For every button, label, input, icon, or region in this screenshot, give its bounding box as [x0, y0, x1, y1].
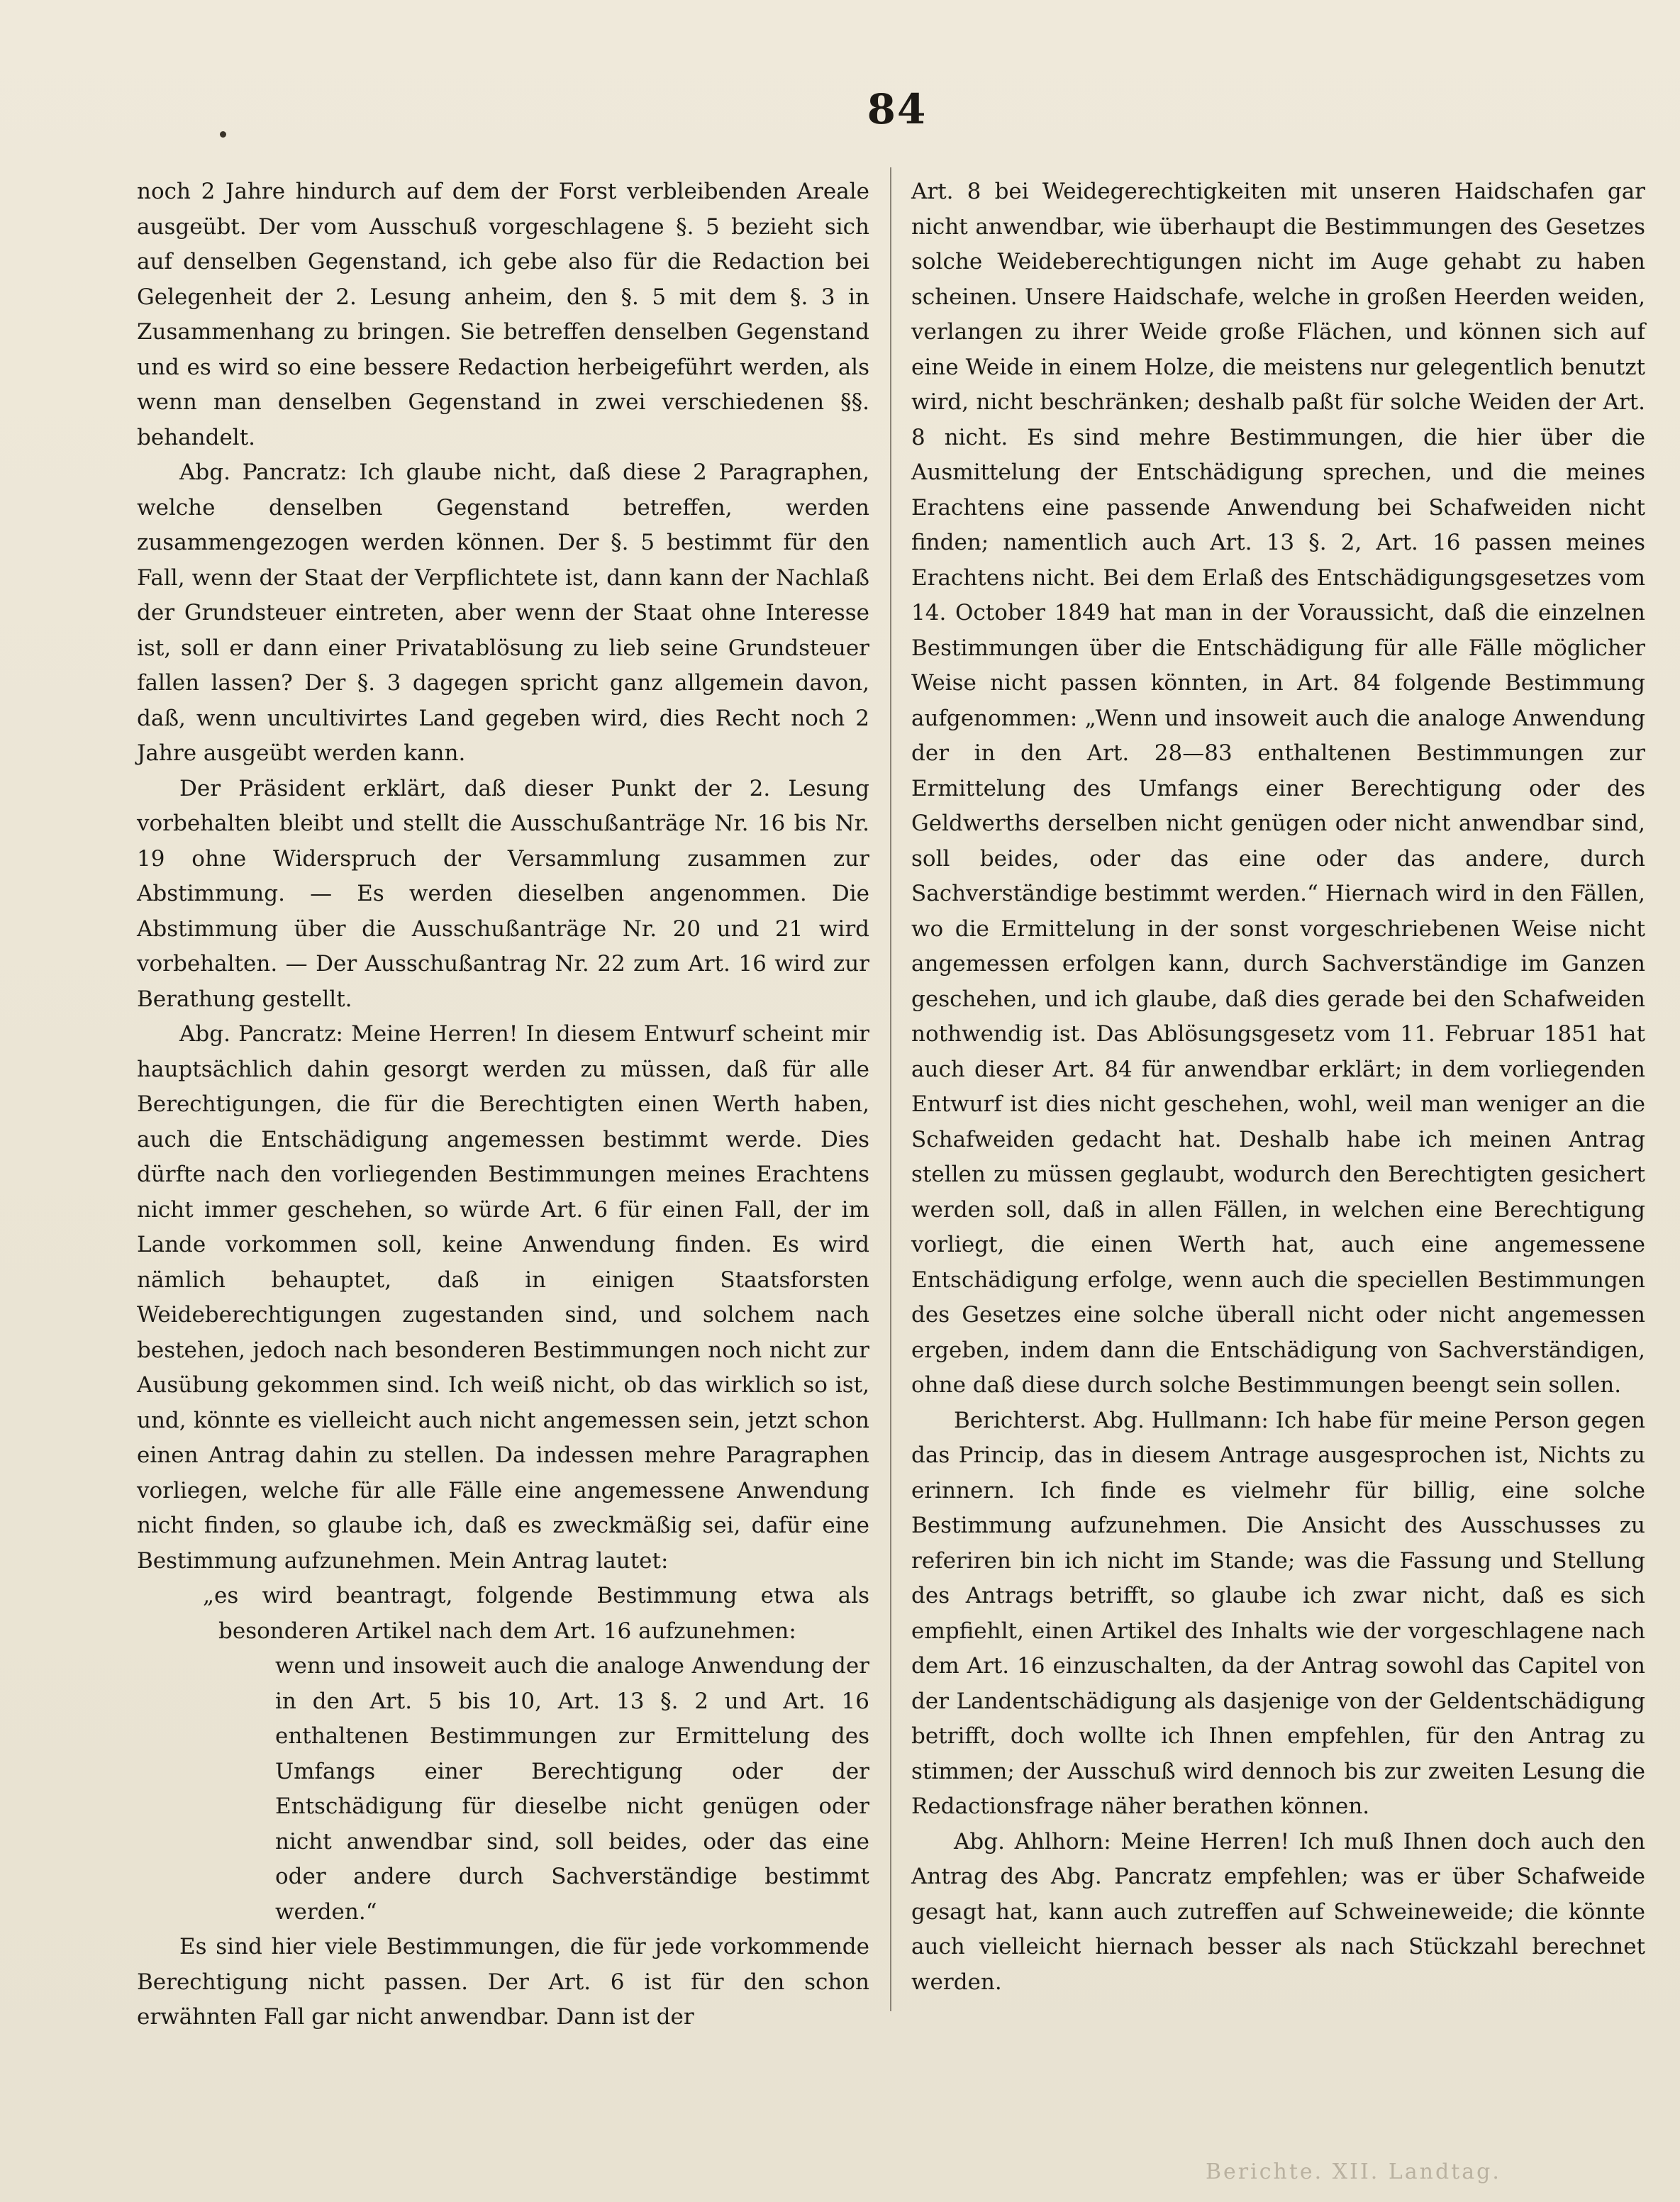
- quoted-motion-body: wenn und insoweit auch die analoge Anwendung der in den Art. 5 bis 10, Art. 13 §. 2 und Art. 16 enthaltenen Bestimmungen zur Ermittelung des Umfangs einer Berechtigung oder der Entschädigung für dieselbe nicht genügen oder nicht anwendbar sind, soll beides, oder das eine oder andere durch Sachverständige bestimmt werden.“: [275, 1653, 869, 1925]
- bleed-through-footer: Berichte. XII. Landtag.: [1206, 2159, 1501, 2184]
- paragraph: Abg. Pancratz: Ich glaube nicht, daß diese 2 Paragraphen, welche denselben Gegenstand betreffen, werden zusammengezogen werden können. Der §. 5 bestimmt für den Fall, wenn der Staat der Verpflichtete ist, dann kann der Nachlaß der Grundsteuer eintreten, aber wenn der Staat ohne Interesse ist, soll er dann einer Privatablösung zu lieb seine Grundsteuer fallen lassen? Der §. 3 dagegen spricht ganz allgemein davon, daß, wenn uncultivirtes Land gegeben wird, dies Recht noch 2 Jahre ausgeübt werden kann.: [137, 460, 869, 766]
- paragraph: Es sind hier viele Bestimmungen, die für jede vorkommende Berechtigung nicht passen. Der Art. 6 ist für den schon erwähnten Fall gar nicht anwendbar. Dann ist der: [137, 1934, 869, 2030]
- paragraph: Art. 8 bei Weidegerechtigkeiten mit unseren Haidschafen gar nicht anwendbar, wie überhaupt die Bestimmungen des Gesetzes solche Weideberechtigungen nicht im Auge gehabt zu haben scheinen. Unsere Haidschafe, welche in großen Heerden weiden, verlangen zu ihrer Weide große Flächen, und können sich auf eine Weide in einem Holze, die meistens nur gelegentlich benutzt wird, nicht beschränken; deshalb paßt für solche Weiden der Art. 8 nicht. Es sind mehre Bestimmungen, die hier über die Ausmittelung der Entschädigung sprechen, und die meines Erachtens eine passende Anwendung bei Schafweiden nicht finden; namentlich auch Art. 13 §. 2, Art. 16 passen meines Erachtens nicht. Bei dem Erlaß des Entschädigungsgesetzes vom 14. October 1849 hat man in der Voraussicht, daß die einzelnen Bestimmungen über die Entschädigung für alle Fälle möglicher Weise nicht passen könnten, in Art. 84 folgende Bestimmung aufgenommen: „Wenn und insoweit auch die analoge Anwendung der in den Art. 28—83 enthaltenen Bestimmungen zur Ermittelung des Umfangs einer Berechtigung oder des Geldwerths derselben nicht genügen oder nicht anwendbar sind, soll beides, oder das eine oder das andere, durch Sachverständige bestimmt werden.“ Hiernach wird in den Fällen, wo die Ermittelung in der sonst vorgeschriebenen Weise nicht angemessen erfolgen kann, durch Sachverständige im Ganzen geschehen, und ich glaube, daß dies gerade bei den Schafweiden nothwendig ist. Das Ablösungsgesetz vom 11. Februar 1851 hat auch dieser Art. 84 für anwendbar erklärt; in dem vorliegenden Entwurf ist dies nicht geschehen, wohl, weil man weniger an die Schafweiden gedacht hat. Deshalb habe ich meinen Antrag stellen zu müssen geglaubt, wodurch den Berechtigten gesichert werden soll, daß in allen Fällen, in welchen eine Berechtigung vorliegt, die einen Werth hat, auch eine angemessene Entschädigung erfolge, wenn auch die speciellen Bestimmungen des Gesetzes eine solche überall nicht oder nicht angemessen ergeben, indem dann die Entschädigung von Sachverständigen, ohne daß diese durch solche Bestimmungen beengt sein sollen.: [911, 179, 1645, 1398]
- quoted-motion: „es wird beantragt, folgende Bestimmung etwa als besonderen Artikel nach dem Art. 16 aufzunehmen:: [203, 1583, 869, 1644]
- paragraph: Berichterst. Abg. Hullmann: Ich habe für meine Person gegen das Princip, das in diesem Antrage ausgesprochen ist, Nichts zu erinnern. Ich finde es vielmehr für billig, eine solche Bestimmung aufzunehmen. Die Ansicht des Ausschusses zu referiren bin ich nicht im Stande; was die Fassung und Stellung des Antrags betrifft, so glaube ich zwar nicht, daß es sich empfiehlt, einen Artikel des Inhalts wie der vorgeschlagene nach dem Art. 16 einzuschalten, da der Antrag sowohl das Capitel von der Landentschädigung als dasjenige von der Geldentschädigung betrifft, doch wollte ich Ihnen empfehlen, für den Antrag zu stimmen; der Ausschuß wird dennoch bis zur zweiten Lesung die Redactionsfrage näher berathen können.: [911, 1407, 1645, 1819]
- page-number: 84: [867, 85, 928, 133]
- paragraph: Abg. Pancratz: Meine Herren! In diesem Entwurf scheint mir hauptsächlich dahin gesorgt werden zu müssen, daß für alle Berechtigungen, die für die Berechtigten einen Werth haben, auch die Entschädigung angemessen bestimmt werde. Dies dürfte nach den vorliegenden Bestimmungen meines Erachtens nicht immer geschehen, so würde Art. 6 für einen Fall, der im Lande vorkommen soll, keine Anwendung finden. Es wird nämlich behauptet, daß in einigen Staatsforsten Weideberechtigungen zugestanden sind, und solchem nach bestehen, jedoch nach besonderen Bestimmungen noch nicht zur Ausübung gekommen sind. Ich weiß nicht, ob das wirklich so ist, und, könnte es vielleicht auch nicht angemessen sein, jetzt schon einen Antrag dahin zu stellen. Da indessen mehre Paragraphen vorliegen, welche für alle Fälle eine angemessene Anwendung nicht finden, so glaube ich, daß es zweckmäßig sei, dafür eine Bestimmung aufzunehmen. Mein Antrag lautet:: [137, 1021, 869, 1574]
- right-column: [911, 174, 1645, 2000]
- left-column: [137, 174, 869, 2035]
- paragraph: Abg. Ahlhorn: Meine Herren! Ich muß Ihnen doch auch den Antrag des Abg. Pancratz empfehlen; was er über Schafweide gesagt hat, kann auch zutreffen auf Schweineweide; die könnte auch vielleicht hiernach besser als nach Stückzahl berechnet werden.: [911, 1828, 1645, 1995]
- ink-dot: [220, 131, 226, 138]
- paragraph: noch 2 Jahre hindurch auf dem der Forst verbleibenden Areale ausgeübt. Der vom Ausschuß vorgeschlagene §. 5 bezieht sich auf denselben Gegenstand, ich gebe also für die Redaction bei Gelegenheit der 2. Lesung anheim, den §. 5 mit dem §. 3 in Zusammenhang zu bringen. Sie betreffen denselben Gegenstand und es wird so eine bessere Redaction herbeigeführt werden, als wenn man denselben Gegenstand in zwei verschiedenen §§. behandelt.: [137, 179, 869, 450]
- column-divider: [890, 167, 891, 2011]
- paragraph: Der Präsident erklärt, daß dieser Punkt der 2. Lesung vorbehalten bleibt und stellt die Ausschußanträge Nr. 16 bis Nr. 19 ohne Widerspruch der Versammlung zusammen zur Abstimmung. — Es werden dieselben angenommen. Die Abstimmung über die Ausschußanträge Nr. 20 und 21 wird vorbehalten. — Der Ausschußantrag Nr. 22 zum Art. 16 wird zur Berathung gestellt.: [137, 775, 869, 1012]
